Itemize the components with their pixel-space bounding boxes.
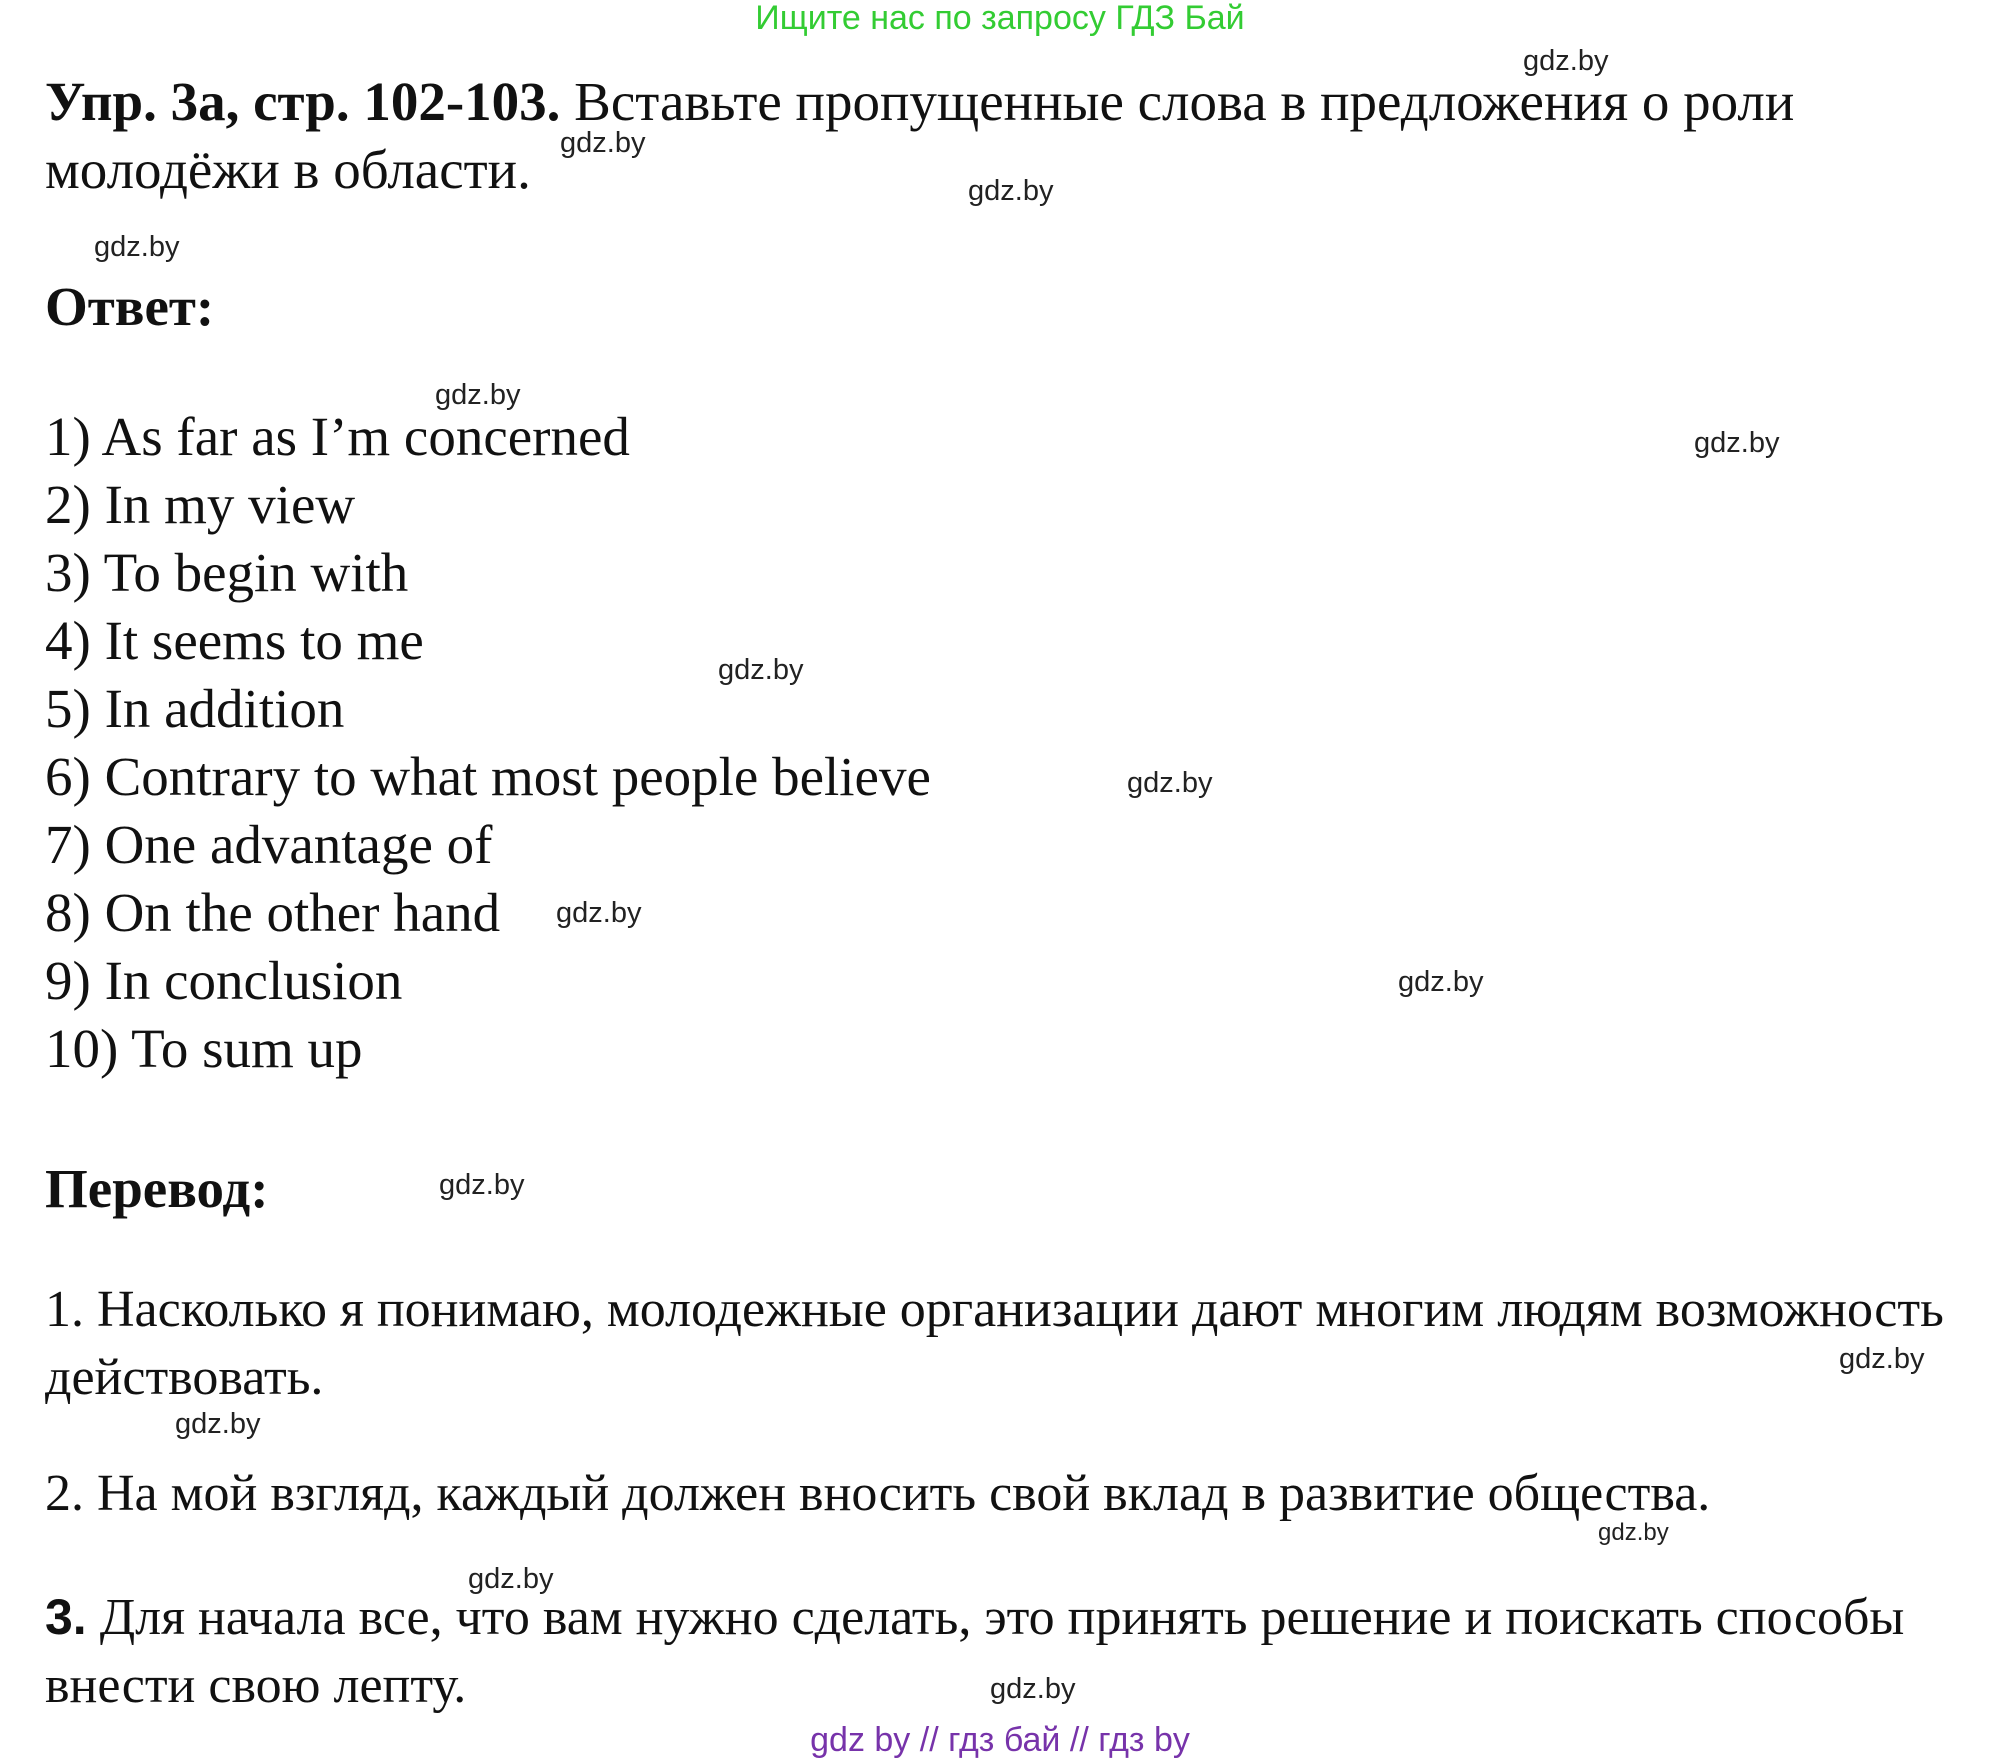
watermark: gdz.by [968, 175, 1054, 207]
task-text: Вставьте пропущенные слова в предложения о роли молодёжи в области. [45, 71, 1795, 200]
translation-paragraph [45, 1460, 1965, 1528]
translation-text: Для начала все, что вам нужно сделать, это принять решение и поискать способы внести свою лепту. [45, 1589, 1905, 1714]
translation-heading: Перевод: [45, 1158, 269, 1219]
answer-item: 8) On the other hand [45, 882, 501, 943]
task-label: Упр. 3а, стр. 102-103. [45, 71, 561, 132]
watermark: gdz.by [990, 1673, 1076, 1705]
watermark: gdz.by [1523, 45, 1609, 77]
watermark: gdz.by [435, 379, 521, 411]
watermark: gdz.by [1598, 1519, 1669, 1546]
answer-item: 4) It seems to me [45, 610, 424, 671]
watermark: gdz.by [1694, 427, 1780, 459]
translation-number: 3. [45, 1589, 87, 1645]
translation-text: На мой взгляд, каждый должен вносить свой вклад в развитие общества. [84, 1465, 1711, 1522]
answer-item: 10) To sum up [45, 1018, 363, 1079]
answer-item: 6) Contrary to what most people believe [45, 746, 931, 807]
watermark: gdz.by [1398, 966, 1484, 998]
translation-number: 1. [45, 1281, 84, 1338]
answer-item: 7) One advantage of [45, 814, 493, 875]
answer-item: 3) To begin with [45, 542, 409, 603]
translation-text: Насколько я понимаю, молодежные организации дают многим людям возможность действовать. [45, 1281, 1944, 1406]
watermark: gdz.by [468, 1563, 554, 1595]
answer-heading: Ответ: [45, 276, 215, 337]
translation-number: 2. [45, 1465, 84, 1522]
watermark: gdz.by [1127, 767, 1213, 799]
watermark: gdz.by [175, 1408, 261, 1440]
answer-item: 5) In addition [45, 678, 345, 739]
translation-paragraph [45, 1276, 1965, 1412]
watermark: gdz.by [718, 654, 804, 686]
watermark: gdz.by [560, 127, 646, 159]
watermark: gdz.by [556, 897, 642, 929]
watermark: gdz.by [1839, 1343, 1925, 1375]
answer-item: 1) As far as I’m concerned [45, 406, 630, 467]
watermark: gdz.by [94, 231, 180, 263]
answer-item: 9) In conclusion [45, 950, 403, 1011]
watermark: gdz.by [439, 1169, 525, 1201]
footer-watermark: gdz by // гдз бай // гдз by [810, 1721, 1190, 1759]
top-banner: Ищите нас по запросу ГДЗ Бай [755, 0, 1245, 37]
answer-list [45, 403, 931, 1083]
answer-item: 2) In my view [45, 474, 356, 535]
